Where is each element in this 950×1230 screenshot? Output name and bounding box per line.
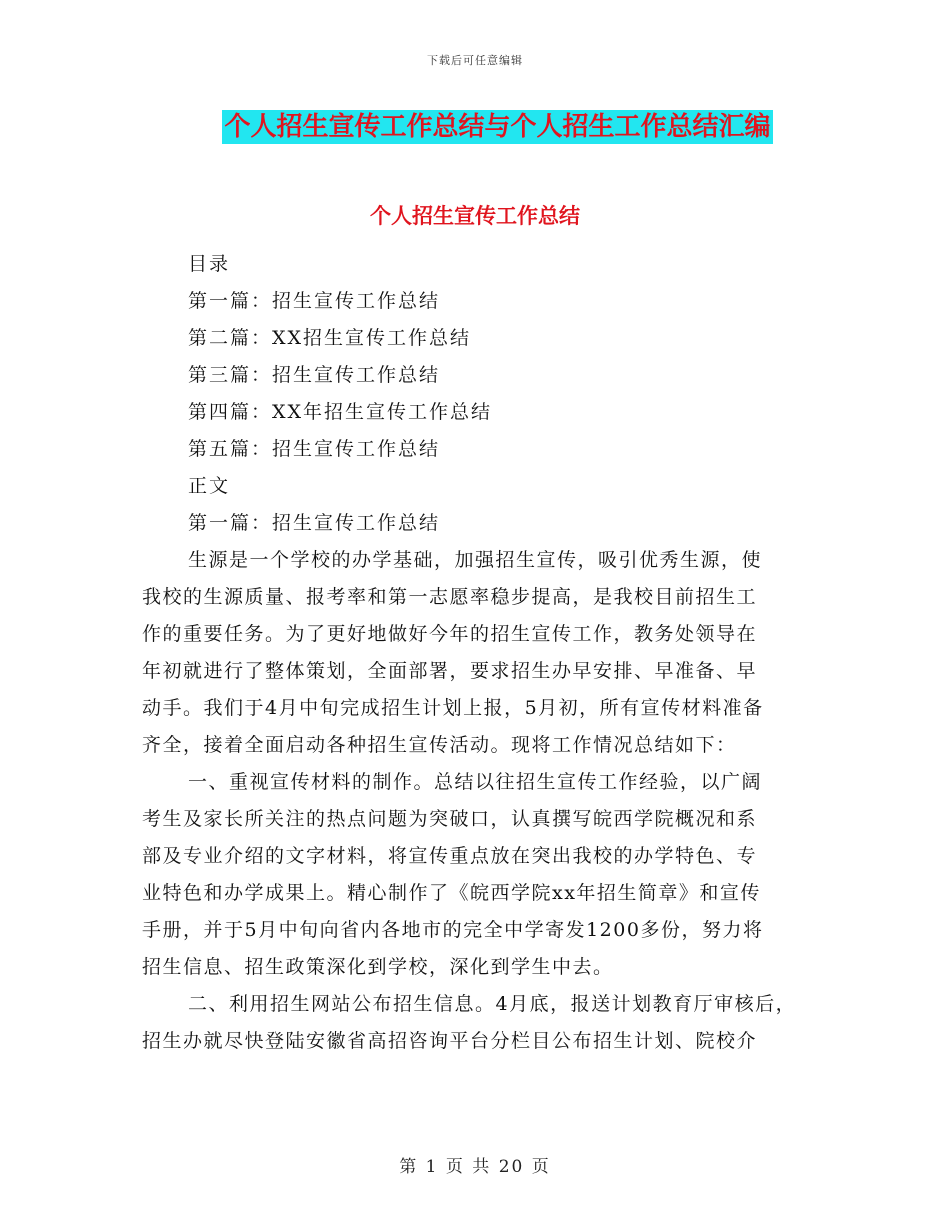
toc-item: 第一篇：招生宣传工作总结	[188, 290, 441, 312]
paragraph-line: 手册，并于5月中旬向省内各地市的完全中学寄发1200多份，努力将	[142, 919, 764, 941]
toc-heading: 目录	[188, 253, 231, 275]
page-footer: 第 1 页 共 20 页	[399, 1157, 551, 1177]
body-heading: 正文	[188, 475, 231, 497]
body-text	[142, 542, 832, 1060]
paragraph-line: 二、利用招生网站公布招生信息。4月底，报送计划教育厅审核后，	[188, 993, 797, 1015]
toc-item: 第五篇：招生宣传工作总结	[188, 438, 441, 460]
paragraph-line: 作的重要任务。为了更好地做好今年的招生宣传工作，教务处领导在	[142, 623, 758, 645]
paragraph-line: 招生办就尽快登陆安徽省高招咨询平台分栏目公布招生计划、院校介	[142, 1030, 758, 1052]
paragraph-line: 业特色和办学成果上。精心制作了《皖西学院xx年招生简章》和宣传	[142, 882, 761, 904]
paragraph-line: 部及专业介绍的文字材料，将宣传重点放在突出我校的办学特色、专	[142, 845, 758, 867]
paragraph-line: 我校的生源质量、报考率和第一志愿率稳步提高，是我校目前招生工	[142, 586, 758, 608]
paragraph-line: 招生信息、招生政策深化到学校，深化到学生中去。	[142, 956, 614, 978]
paragraph-line: 齐全，接着全面启动各种招生宣传活动。现将工作情况总结如下：	[142, 734, 737, 756]
table-of-contents	[188, 246, 492, 542]
toc-item: 第二篇：XX招生宣传工作总结	[188, 327, 472, 349]
toc-item: 第四篇：XX年招生宣传工作总结	[188, 401, 493, 423]
paragraph-line: 动手。我们于4月中旬完成招生计划上报，5月初，所有宣传材料准备	[142, 697, 764, 719]
paragraph-line: 年初就进行了整体策划，全面部署，要求招生办早安排、早准备、早	[142, 660, 758, 682]
main-title-container	[0, 110, 950, 144]
paragraph-line: 考生及家长所关注的热点问题为突破口，认真撰写皖西学院概况和系	[142, 808, 758, 830]
chapter-heading: 第一篇：招生宣传工作总结	[188, 512, 441, 534]
paragraph-line: 生源是一个学校的办学基础，加强招生宣传，吸引优秀生源，使	[188, 549, 763, 571]
toc-item: 第三篇：招生宣传工作总结	[188, 364, 441, 386]
main-title: 个人招生宣传工作总结与个人招生工作总结汇编	[224, 112, 771, 142]
header-note: 下载后可任意编辑	[427, 54, 523, 67]
sub-title: 个人招生宣传工作总结	[370, 204, 580, 228]
paragraph-line: 一、重视宣传材料的制作。总结以往招生宣传工作经验，以广阔	[188, 771, 763, 793]
